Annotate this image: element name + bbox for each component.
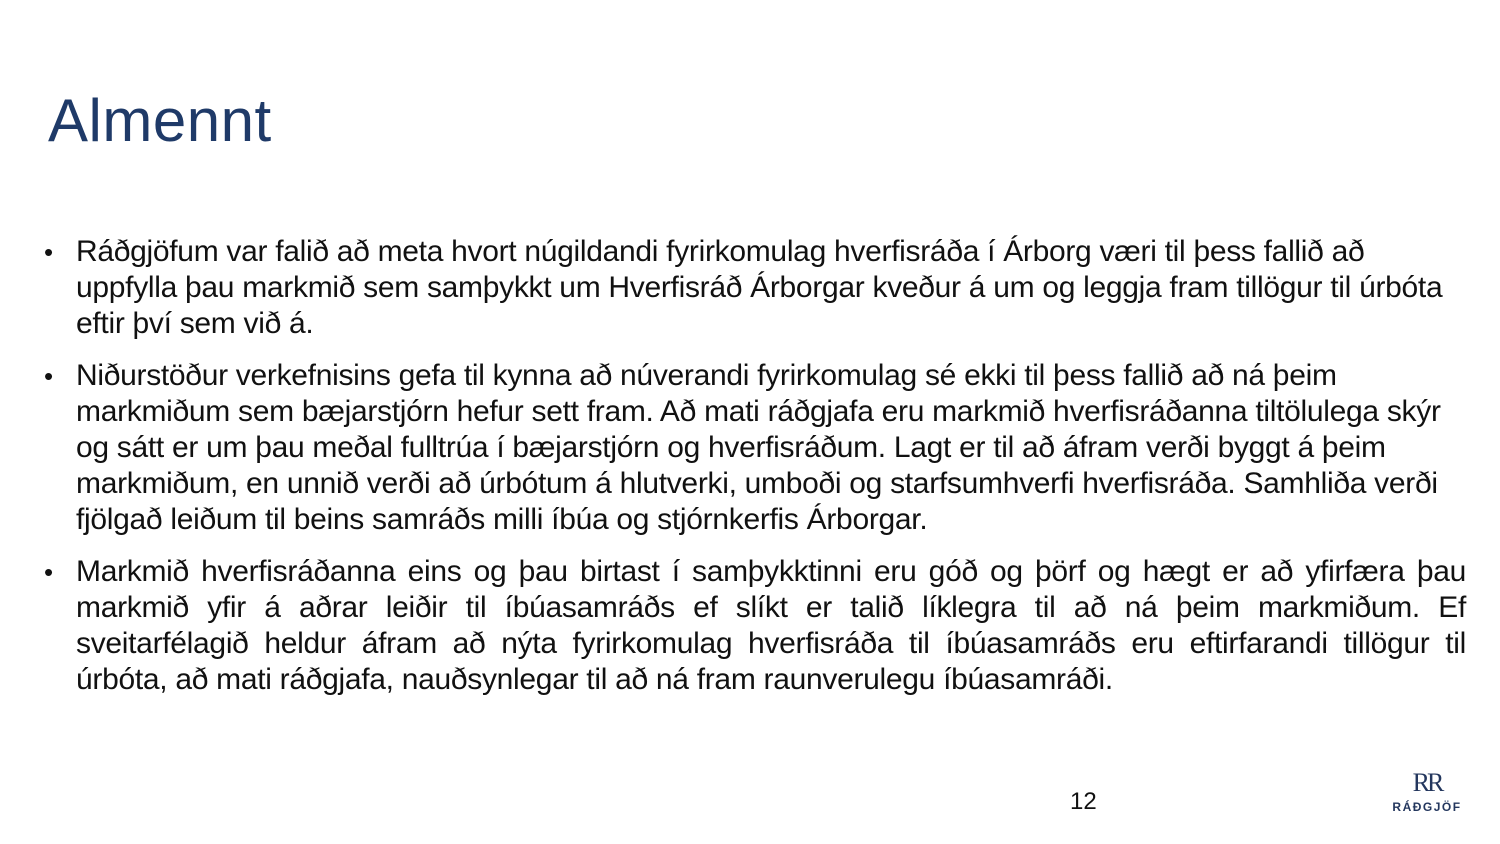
bullet-icon: • (44, 361, 53, 391)
bullet-item (40, 234, 1466, 342)
bullet-list (40, 234, 1466, 698)
bullet-text: Ráðgjöfum var falið að meta hvort núgildandi fyrirkomulag hverfisráða í Árborg væri til þess fallið að uppfylla þau markmið sem samþykkt um Hverfisráð Árborgar kveður á um og leggja fram tillögur til úrbóta eftir því sem við á. (76, 235, 1443, 340)
bullet-icon: • (44, 237, 53, 267)
bullet-text: Niðurstöður verkefnisins gefa til kynna að núverandi fyrirkomulag sé ekki til þess fallið að ná þeim markmiðum sem bæjarstjórn hefur sett fram. Að mati ráðgjafa eru markmið hverfisráðanna tiltölulega skýr og sátt er um þau meðal fulltrúa í bæjarstjórn og hverfisráðum. Lagt er til að áfram verði byggt á þeim markmiðum, en unnið verði að úrbótum á hlutverki, umboði og starfsumhverfi hverfisráða. Samhliða verði fjölgað leiðum til beins samráðs milli íbúa og stjórnkerfis Árborgar. (76, 359, 1441, 536)
bullet-item (40, 554, 1466, 698)
slide-title: Almennt (48, 87, 272, 154)
bullet-icon: • (44, 557, 53, 587)
page-number: 12 (1070, 788, 1097, 815)
logo-text: RÁÐGJÖF (1392, 800, 1462, 814)
bullet-item (40, 358, 1466, 538)
bullet-text: Markmið hverfisráðanna eins og þau birtast í samþykktinni eru góð og þörf og hægt er að yfirfæra þau markmið yfir á aðrar leiðir til íbúasamráðs ef slíkt er talið líklegra til að ná þeim markmiðum. Ef sveitarfélagið heldur áfram að nýta fyrirkomulag hverfisráða til íbúasamráðs eru eftirfarandi tillögur til úrbóta, að mati ráðgjafa, nauðsynlegar til að ná fram raunverulegu íbúasamráði. (76, 555, 1466, 696)
company-logo (1392, 770, 1462, 814)
logo-mark-icon: RR (1412, 768, 1442, 797)
